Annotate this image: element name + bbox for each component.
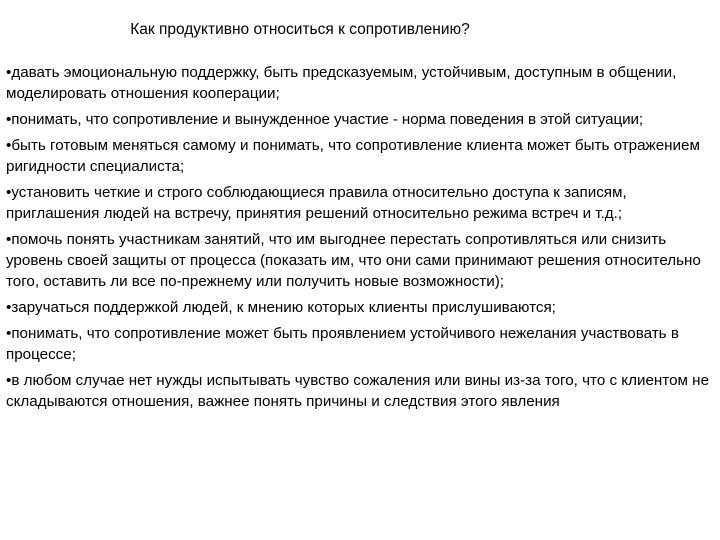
- bullet-text: • понимать, что сопротивление и вынужденное участие - норма поведения в этой ситуации;: [6, 111, 643, 128]
- slide-title: Как продуктивно относиться к сопротивлению?: [130, 21, 470, 38]
- bullet-text: • помочь понять участникам занятий, что им выгоднее перестать сопротивляться или снизить уровень своей защиты от процесса (показать им, что они сами принимают решения относительно того, оставить ли все по-прежнему или получить новые возможности);: [6, 231, 701, 290]
- bullet-text: • в любом случае нет нужды испытывать чувство сожаления или вины из-за того, что с клиентом не складываются отношения, важнее понять причины и следствия этого явления: [6, 372, 709, 410]
- bullet-item: [6, 323, 716, 365]
- bullet-item: [6, 62, 716, 104]
- bullet-text: • заручаться поддержкой людей, к мнению которых клиенты прислушиваются;: [6, 299, 556, 316]
- bullet-list: [6, 62, 716, 417]
- bullet-item: [6, 135, 716, 177]
- bullet-item: [6, 370, 716, 412]
- bullet-item: [6, 297, 716, 318]
- bullet-item: [6, 182, 716, 224]
- bullet-text: • быть готовым меняться самому и понимать, что сопротивление клиента может быть отражением ригидности специалиста;: [6, 137, 700, 175]
- bullet-text: • установить четкие и строго соблюдающиеся правила относительно доступа к записям, приглашения людей на встречу, принятия решений относительно режима встреч и т.д.;: [6, 184, 627, 222]
- bullet-item: [6, 109, 716, 130]
- bullet-text: • понимать, что сопротивление может быть проявлением устойчивого нежелания участвовать в процессе;: [6, 325, 679, 363]
- bullet-item: [6, 229, 716, 292]
- bullet-text: • давать эмоциональную поддержку, быть предсказуемым, устойчивым, доступным в общении, моделировать отношения кооперации;: [6, 64, 676, 102]
